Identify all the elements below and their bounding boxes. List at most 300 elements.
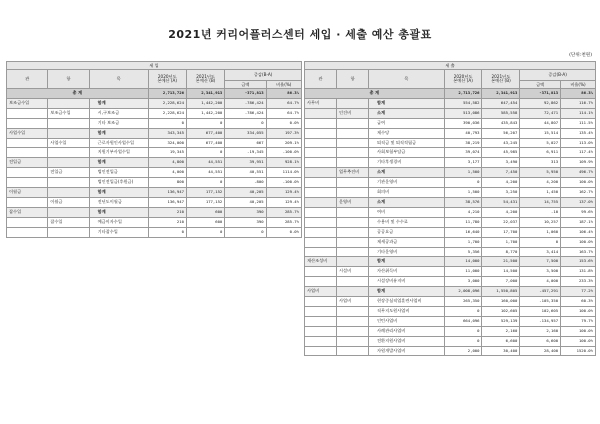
- budget-2021-cell: 2,160: [482, 326, 520, 336]
- table-row: [305, 306, 596, 316]
- table-row: [7, 148, 302, 158]
- budget-2021-cell: 0: [186, 148, 224, 158]
- diff-ratio-cell: 116.7%: [561, 98, 596, 108]
- diff-ratio-cell: 0.0%: [266, 118, 301, 128]
- mok-cell: 합계: [89, 128, 148, 138]
- diff-ratio-cell: 1114.0%: [266, 168, 301, 178]
- diff-amount-cell: -105,350: [520, 297, 561, 307]
- budget-2020-cell: 343,345: [148, 128, 186, 138]
- table-row: [305, 138, 596, 148]
- budget-2020-cell: 39,074: [444, 148, 482, 158]
- hang-cell: [337, 138, 369, 148]
- mok-cell: 근로자원인사업수입: [89, 138, 148, 148]
- budget-2021-cell: 177,152: [186, 197, 224, 207]
- diff-ratio-cell: 100.0%: [561, 178, 596, 188]
- gwan-cell: [305, 227, 337, 237]
- diff-amount-cell: -786,424: [225, 108, 266, 118]
- mok-cell: 사례관리사업비: [369, 326, 445, 336]
- diff-ratio-cell: 153.6%: [561, 257, 596, 267]
- budget-2020-cell: 324,000: [148, 138, 186, 148]
- hang-cell: [337, 326, 369, 336]
- table-row: [305, 178, 596, 188]
- budget-2021-cell: 3,250: [482, 188, 520, 198]
- diff-amount-cell: 10,257: [520, 217, 561, 227]
- hang-cell: 이월금: [48, 197, 89, 207]
- budget-2020-cell: 0: [444, 178, 482, 188]
- budget-2021-cell: 1,550,805: [482, 287, 520, 297]
- gwan-cell: [305, 128, 337, 138]
- diff-ratio-cell: -100.0%: [266, 178, 301, 188]
- table-row: [7, 217, 302, 227]
- unit-label: (단위:천원): [569, 53, 592, 58]
- budget-2021-cell: 177,152: [186, 188, 224, 198]
- gwan-cell: [305, 346, 337, 356]
- diff-ratio-cell: 129.4%: [266, 197, 301, 207]
- diff-amount-cell: 15,514: [520, 128, 561, 138]
- budget-2021-cell: 17,700: [482, 227, 520, 237]
- diff-amount-cell: -134,957: [520, 316, 561, 326]
- hang-cell: [337, 207, 369, 217]
- mok-cell: 기타운영비: [369, 247, 445, 257]
- budget-2021-cell: 45,985: [482, 148, 520, 158]
- diff-amount-cell: 4,200: [520, 178, 561, 188]
- income-table-body: [7, 89, 302, 238]
- diff-ratio-cell: 129.4%: [266, 188, 301, 198]
- diff-amount-cell: 44,807: [520, 118, 561, 128]
- gwan-cell: [305, 237, 337, 247]
- table-row: [7, 128, 302, 138]
- diff-amount-cell: 0: [520, 237, 561, 247]
- hang-cell: [337, 158, 369, 168]
- mok-cell: 현장중심직업훈련사업비: [369, 297, 445, 307]
- budget-2020-cell: 136,947: [148, 188, 186, 198]
- diff-ratio-cell: 131.8%: [561, 267, 596, 277]
- col-2021-header: 2021년도 본예산 (B): [186, 70, 224, 89]
- gwan-cell: [305, 247, 337, 257]
- table-row: [7, 197, 302, 207]
- budget-2021-cell: 0: [186, 118, 224, 128]
- gwan-cell: [305, 178, 337, 188]
- hang-cell: 보조금수입: [48, 108, 89, 118]
- hang-cell: [48, 158, 89, 168]
- budget-2020-cell: 2,000: [444, 346, 482, 356]
- table-row: [7, 178, 302, 188]
- hang-cell: [337, 247, 369, 257]
- budget-2020-cell: 2,228,624: [148, 108, 186, 118]
- diff-amount-cell: 3,414: [520, 247, 561, 257]
- budget-2020-cell: 136,947: [148, 197, 186, 207]
- diff-header: 증감(B-A): [520, 70, 596, 81]
- diff-ratio-cell: 100.0%: [561, 306, 596, 316]
- gwan-cell: 사업수입: [7, 128, 48, 138]
- hang-cell: 시설비: [337, 267, 369, 277]
- diff-ratio-cell: 135.4%: [561, 128, 596, 138]
- gwan-cell: 사무비: [305, 98, 337, 108]
- hang-cell: [48, 188, 89, 198]
- table-row: [305, 118, 596, 128]
- mok-cell: 법인전입금(후원금): [89, 178, 148, 188]
- budget-2021-cell: 529,139: [482, 316, 520, 326]
- budget-2020-cell: 14,000: [444, 257, 482, 267]
- hang-cell: 인건비: [337, 108, 369, 118]
- gwan-cell: [305, 118, 337, 128]
- diff-ratio-cell: 106.4%: [561, 227, 596, 237]
- mok-header: 목: [369, 70, 445, 89]
- diff-amount-cell: 390: [225, 217, 266, 227]
- budget-2021-cell: 30,400: [482, 346, 520, 356]
- hang-cell: [337, 178, 369, 188]
- hang-cell: [337, 237, 369, 247]
- gwan-cell: 사업비: [305, 287, 337, 297]
- diff-ratio-cell: 79.7%: [561, 316, 596, 326]
- expense-group-header: 세 출: [305, 62, 596, 70]
- diff-ratio-cell: 285.7%: [266, 217, 301, 227]
- hang-cell: 전입금: [48, 168, 89, 178]
- mok-cell: 급여: [369, 118, 445, 128]
- table-row: [305, 277, 596, 287]
- mok-cell: 사회보험부담금: [369, 148, 445, 158]
- gwan-cell: 전입금: [7, 158, 48, 168]
- table-row: [305, 188, 596, 198]
- table-row: [305, 257, 596, 267]
- budget-2020-cell: 265,350: [444, 297, 482, 307]
- table-row: [305, 316, 596, 326]
- mok-cell: 기타후생경비: [369, 158, 445, 168]
- diff-ratio-cell: 0.0%: [266, 227, 301, 237]
- table-row: [7, 98, 302, 108]
- table-row: [7, 188, 302, 198]
- budget-2020-cell: 664,096: [444, 316, 482, 326]
- gwan-cell: [305, 277, 337, 287]
- budget-2020-cell: 1,500: [444, 168, 482, 178]
- hang-cell: [337, 227, 369, 237]
- mok-cell: 합계: [89, 207, 148, 217]
- diff-ratio-cell: 111.5%: [561, 118, 596, 128]
- budget-2020-cell: 2,228,624: [148, 98, 186, 108]
- gwan-cell: [7, 148, 48, 158]
- page-title: 2021년 커리어플러스센터 세입 · 세출 예산 총괄표: [168, 28, 432, 41]
- gwan-cell: 잡수입: [7, 207, 48, 217]
- hang-cell: [337, 306, 369, 316]
- gwan-cell: [305, 168, 337, 178]
- diff-amount-cell: 4,000: [520, 277, 561, 287]
- diff-amount-cell: -371,813: [520, 89, 561, 99]
- gwan-cell: [305, 297, 337, 307]
- budget-2021-cell: 8,770: [482, 247, 520, 257]
- gwan-cell: 보조금수입: [7, 98, 48, 108]
- mok-cell: 예금이자수입: [89, 217, 148, 227]
- gwan-cell: [305, 207, 337, 217]
- budget-2021-cell: 102,605: [482, 306, 520, 316]
- hang-cell: [337, 346, 369, 356]
- gwan-cell: [305, 267, 337, 277]
- budget-2021-cell: 0: [186, 178, 224, 188]
- diff-ratio-cell: 99.6%: [561, 207, 596, 217]
- budget-2020-cell: 11,780: [444, 217, 482, 227]
- table-row: [305, 346, 596, 356]
- mok-cell: 시설장비유지비: [369, 277, 445, 287]
- hang-cell: [337, 148, 369, 158]
- budget-2021-cell: 677,400: [186, 138, 224, 148]
- gwan-cell: [7, 178, 48, 188]
- diff-ratio-cell: 187.1%: [561, 217, 596, 227]
- diff-amount-cell: -800: [225, 178, 266, 188]
- mok-cell: 합계: [89, 98, 148, 108]
- budget-2020-cell: 0: [148, 118, 186, 128]
- gwan-header: 관: [305, 70, 337, 89]
- diff-amount-cell: -786,424: [225, 98, 266, 108]
- mok-cell: 지원기부사업수입: [89, 148, 148, 158]
- diff-amount-cell: 5,950: [520, 168, 561, 178]
- gwan-cell: [305, 108, 337, 118]
- hang-header: 항: [337, 70, 369, 89]
- budget-2021-cell: 6,600: [482, 336, 520, 346]
- diff-ratio-cell: 86.3%: [266, 89, 301, 99]
- budget-2021-cell: 44,551: [186, 158, 224, 168]
- diff-amount-cell: 0: [225, 227, 266, 237]
- diff-ratio-cell: 285.7%: [266, 207, 301, 217]
- gwan-cell: [305, 306, 337, 316]
- gwan-cell: [305, 158, 337, 168]
- budget-2020-cell: 0: [148, 227, 186, 237]
- diff-amount-cell: 7,500: [520, 257, 561, 267]
- table-row: [305, 297, 596, 307]
- mok-cell: 소계: [369, 108, 445, 118]
- hang-cell: [48, 178, 89, 188]
- table-row: [305, 336, 596, 346]
- diff-amount-cell: 40,205: [225, 197, 266, 207]
- budget-2021-cell: 4,200: [482, 207, 520, 217]
- diff-amount-cell: 14,755: [520, 197, 561, 207]
- budget-2020-cell: 0: [444, 326, 482, 336]
- budget-2021-cell: 22,037: [482, 217, 520, 227]
- expense-table: [304, 61, 596, 356]
- budget-2021-cell: 2,341,913: [482, 89, 520, 99]
- table-row: [305, 237, 596, 247]
- budget-2021-cell: 600: [186, 207, 224, 217]
- budget-2020-cell: 1,700: [444, 237, 482, 247]
- hang-cell: [337, 118, 369, 128]
- budget-2020-cell: 4,800: [148, 158, 186, 168]
- mok-cell: 인턴사업비: [369, 316, 445, 326]
- diff-ratio-cell: 86.3%: [561, 89, 596, 99]
- table-row: [305, 287, 596, 297]
- diff-ratio-cell: 117.4%: [561, 148, 596, 158]
- income-table-panel: [6, 61, 302, 238]
- mok-cell: 시,구보조금: [89, 108, 148, 118]
- diff-ratio-cell: 109.9%: [561, 158, 596, 168]
- hang-cell: [337, 287, 369, 297]
- table-row: [305, 98, 596, 108]
- diff-header: 증감(B-A): [225, 70, 302, 81]
- diff-amount-cell: 667: [225, 138, 266, 148]
- diff-ratio-cell: 928.1%: [266, 158, 301, 168]
- hang-cell: [48, 148, 89, 158]
- mok-cell: 기타 보조금: [89, 118, 148, 128]
- gwan-cell: [305, 188, 337, 198]
- budget-2020-cell: 0: [444, 336, 482, 346]
- gwan-header: 관: [7, 70, 48, 89]
- hang-cell: [337, 257, 369, 267]
- budget-2020-cell: 210: [148, 207, 186, 217]
- table-row: [305, 148, 596, 158]
- diff-amount-cell: -371,813: [225, 89, 266, 99]
- budget-2020-cell: 554,582: [444, 98, 482, 108]
- diff-amount-cell: -10: [520, 207, 561, 217]
- mok-cell: 소계: [369, 197, 445, 207]
- diff-amount-cell: 102,605: [520, 306, 561, 316]
- gwan-cell: [305, 217, 337, 227]
- budget-2021-cell: 54,431: [482, 197, 520, 207]
- diff-ratio-cell: 77.2%: [561, 287, 596, 297]
- diff-amount-cell: 1,450: [520, 188, 561, 198]
- budget-2020-cell: 2,713,726: [444, 89, 482, 99]
- table-row: [305, 197, 596, 207]
- hang-header: 항: [48, 70, 89, 89]
- budget-2021-cell: 1,442,200: [186, 98, 224, 108]
- mok-cell: 공공요금: [369, 227, 445, 237]
- mok-cell: 제세공과금: [369, 237, 445, 247]
- amount-header: 금액: [520, 81, 561, 89]
- diff-ratio-cell: 64.7%: [266, 98, 301, 108]
- budget-2021-cell: 14,500: [482, 267, 520, 277]
- hang-cell: [48, 128, 89, 138]
- diff-amount-cell: 92,862: [520, 98, 561, 108]
- gwan-cell: [305, 197, 337, 207]
- mok-cell: 기관운영비: [369, 178, 445, 188]
- diff-ratio-cell: 100.0%: [561, 336, 596, 346]
- gwan-cell: [7, 217, 48, 227]
- table-row: [7, 89, 302, 99]
- budget-2021-cell: 0: [186, 227, 224, 237]
- diff-amount-cell: 1,060: [520, 227, 561, 237]
- gwan-cell: 이월금: [7, 188, 48, 198]
- mok-cell: 법인전입금: [89, 168, 148, 178]
- table-row: [305, 227, 596, 237]
- diff-amount-cell: 334,055: [225, 128, 266, 138]
- ratio-header: 비율(%): [266, 81, 301, 89]
- diff-amount-cell: 5,027: [520, 138, 561, 148]
- budget-2021-cell: 2,341,913: [186, 89, 224, 99]
- mok-cell: 합계: [369, 287, 445, 297]
- gwan-cell: [7, 138, 48, 148]
- diff-ratio-cell: 162.7%: [561, 188, 596, 198]
- table-row: [7, 108, 302, 118]
- diff-amount-cell: 2,160: [520, 326, 561, 336]
- gwan-cell: [7, 118, 48, 128]
- hang-cell: [337, 217, 369, 227]
- income-table: [6, 61, 302, 238]
- gwan-cell: 재산조성비: [305, 257, 337, 267]
- amount-header: 금액: [225, 81, 266, 89]
- gwan-cell: [305, 148, 337, 158]
- diff-ratio-cell: 64.7%: [266, 108, 301, 118]
- table-row: [7, 158, 302, 168]
- budget-2020-cell: 11,000: [444, 267, 482, 277]
- expense-table-body: [305, 89, 596, 356]
- table-row: [305, 267, 596, 277]
- mok-cell: 직무지도원사업비: [369, 306, 445, 316]
- mok-cell: 합계: [89, 158, 148, 168]
- budget-2021-cell: 600: [186, 217, 224, 227]
- mok-cell: 합계: [369, 257, 445, 267]
- table-row: [305, 128, 596, 138]
- expense-table-panel: [304, 61, 596, 356]
- gwan-cell: [305, 336, 337, 346]
- table-row: [7, 207, 302, 217]
- diff-amount-cell: 72,471: [520, 108, 561, 118]
- hang-cell: [337, 336, 369, 346]
- mok-cell: 전환지원사업비: [369, 336, 445, 346]
- hang-cell: [48, 227, 89, 237]
- mok-cell: 수용비 및 수수료: [369, 217, 445, 227]
- budget-2020-cell: 4,000: [148, 168, 186, 178]
- budget-2021-cell: 21,500: [482, 257, 520, 267]
- budget-2020-cell: 390,036: [444, 118, 482, 128]
- table-row: [305, 158, 596, 168]
- mok-cell: 전년도이월금: [89, 197, 148, 207]
- table-row: [305, 217, 596, 227]
- diff-amount-cell: 6,600: [520, 336, 561, 346]
- budget-2021-cell: 647,454: [482, 98, 520, 108]
- mok-header: 목: [89, 70, 148, 89]
- budget-2020-cell: 38,576: [444, 197, 482, 207]
- table-row: [305, 168, 596, 178]
- diff-ratio-cell: 137.0%: [561, 197, 596, 207]
- gwan-cell: [7, 168, 48, 178]
- mok-cell: 자원개발사업비: [369, 346, 445, 356]
- mok-cell: 제수당: [369, 128, 445, 138]
- col-2020-header: 2020년도 본예산 (A): [444, 70, 482, 89]
- hang-cell: [48, 207, 89, 217]
- diff-ratio-cell: 114.1%: [561, 108, 596, 118]
- budget-2020-cell: 2,008,096: [444, 287, 482, 297]
- diff-amount-cell: 3,500: [520, 267, 561, 277]
- hang-cell: [337, 277, 369, 287]
- diff-amount-cell: 40,205: [225, 188, 266, 198]
- budget-2020-cell: 38,219: [444, 138, 482, 148]
- hang-cell: [337, 316, 369, 326]
- total-label-cell: 총 계: [305, 89, 445, 99]
- hang-cell: [337, 188, 369, 198]
- diff-amount-cell: 313: [520, 158, 561, 168]
- diff-amount-cell: 40,551: [225, 168, 266, 178]
- diff-amount-cell: 39,951: [225, 158, 266, 168]
- gwan-cell: [7, 197, 48, 207]
- ratio-header: 비율(%): [561, 81, 596, 89]
- budget-2021-cell: 43,245: [482, 138, 520, 148]
- hang-cell: 잡수입: [48, 217, 89, 227]
- hang-cell: 사업수입: [48, 138, 89, 148]
- hang-cell: 업무추진비: [337, 168, 369, 178]
- diff-amount-cell: 0: [225, 118, 266, 128]
- gwan-cell: [305, 316, 337, 326]
- diff-ratio-cell: 163.7%: [561, 247, 596, 257]
- diff-ratio-cell: 209.1%: [266, 138, 301, 148]
- col-2021-header: 2021년도 본예산 (B): [482, 70, 520, 89]
- gwan-cell: [305, 326, 337, 336]
- diff-amount-cell: -19,345: [225, 148, 266, 158]
- diff-amount-cell: 6,911: [520, 148, 561, 158]
- budget-2020-cell: 1,500: [444, 188, 482, 198]
- budget-2020-cell: 513,086: [444, 108, 482, 118]
- hang-cell: [337, 128, 369, 138]
- mok-cell: 퇴직금 및 퇴직적립금: [369, 138, 445, 148]
- diff-amount-cell: 390: [225, 207, 266, 217]
- budget-2021-cell: 7,450: [482, 168, 520, 178]
- diff-ratio-cell: 113.0%: [561, 138, 596, 148]
- diff-ratio-cell: 496.7%: [561, 168, 596, 178]
